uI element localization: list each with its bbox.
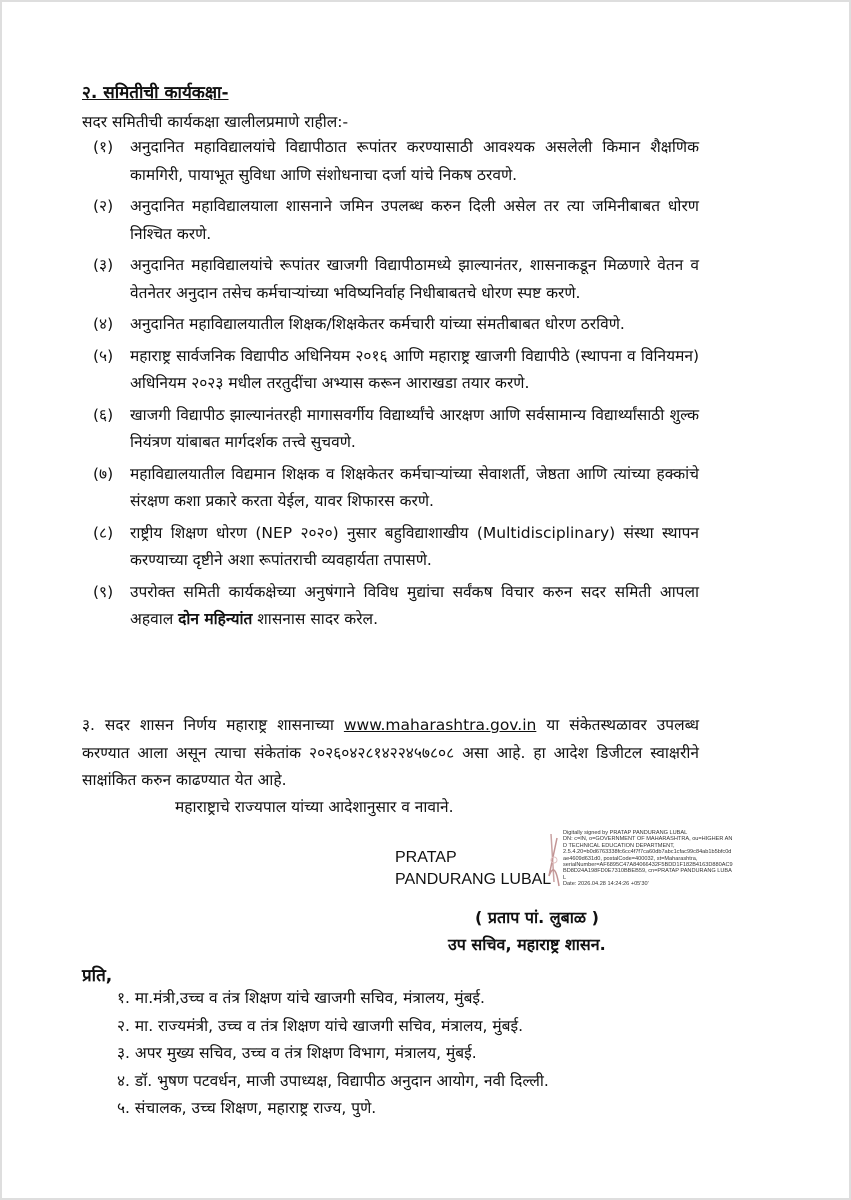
item-text: अनुदानित महाविद्यालयांचे रूपांतर खाजगी विद्यापीठामध्ये झाल्यानंतर, शासनाकडून मिळणारे वेतन व वेतनेतर अनुदान तसेच कर्मचाऱ्यांच्या भविष्यनिर्वाह निधीबाबतचे धोरण स्पष्ट करणे. [130,256,699,302]
list-item [93,402,699,457]
list-item [93,579,699,634]
recipients-list [117,985,677,1123]
item-text: अनुदानित महाविद्यालयांचे विद्यापीठात रूपांतर करण्यासाठी आवश्यक असलेली किमान शैक्षणिक कामगिरी, पायाभूत सुविधा आणि संशोधनाचा दर्जा यांचे निकष ठरवणे. [130,138,699,184]
signature-seal-icon [545,830,565,890]
list-item [93,520,699,575]
item-text: राष्ट्रीय शिक्षण धोरण (NEP २०२०) नुसार बहुविद्याशाखीय (Multidisciplinary) संस्था स्थापन करण्याच्या दृष्टीने अशा रूपांतराची व्यवहार्यता तपासणे. [130,523,699,569]
list-item [93,461,699,516]
item-number: (५) [93,346,114,365]
recipient-item: ४. डॉ. भुषण पटवर्धन, माजी उपाध्यक्ष, विद्यापीठ अनुदान आयोग, नवी दिल्ली. [117,1071,549,1090]
item-text-start: उपरोक्त समिती कार्यकक्षेच्या अनुषंगाने विविध मुद्यांचा सर्वंकष विचार करुन सदर समिती आपला अहवाल [130,582,699,628]
list-item [93,134,699,189]
paragraph-suffix: या संकेतस्थळावर उपलब्ध करण्यात आला असून त्याचा संकेतांक २०२६०४२८१४२२४५७८०८ असा आहे. हा आदेश डिजीटल स्वाक्षरीने साक्षांकित करुन काढण्यात येत आहे. [82,716,699,789]
list-item [93,252,699,307]
officer-designation: उप सचिव, महाराष्ट्र शासन. [448,935,606,954]
section-heading: २. समितीची कार्यकक्षा- [82,83,229,103]
website-link[interactable]: www.maharashtra.gov.in [343,716,537,734]
item-text: महाराष्ट्र सार्वजनिक विद्यापीठ अधिनियम २०१६ आणि महाराष्ट्र खाजगी विद्यापीठे (स्थापना व विनियमन) अधिनियम २०२३ मधील तरतुदींचा अभ्यास करून आराखडा तयार करणे. [130,346,699,392]
section-intro: सदर समितीची कार्यकक्षा खालीलप्रमाणे राहील:- [82,113,349,131]
item-text: अनुदानित महाविद्यालयाला शासनाने जमिन उपलब्ध करुन दिली असेल तर त्या जमिनीबाबत धोरण निश्चित करणे. [130,197,699,243]
recipient-item: २. मा. राज्यमंत्री, उच्च व तंत्र शिक्षण यांचे खाजगी सचिव, मंत्रालय, मुंबई. [117,1016,524,1035]
recipient-item: ५. संचालक, उच्च शिक्षण, महाराष्ट्र राज्य, पुणे. [117,1099,377,1117]
item-number: (९) [93,582,114,601]
signer-name [395,847,551,891]
terms-list [93,134,699,638]
item-text [130,579,699,634]
item-number: (२) [93,197,114,215]
item-text: अनुदानित महाविद्यालयातील शिक्षक/शिक्षकेतर कर्मचारी यांच्या संमतीबाबत धोरण ठरविणे. [130,315,625,333]
signer-name-line2: PANDURANG LUBAL [395,871,552,888]
item-number: (१) [93,138,114,156]
item-number: (४) [93,315,114,333]
recipient-item: ३. अपर मुख्य सचिव, उच्च व तंत्र शिक्षण विभाग, मंत्रालय, मुंबई. [117,1044,477,1062]
digital-signature-details: Digitally signed by PRATAP PANDURANG LUBAL DN: c=IN, o=GOVERNMENT OF MAHARASHTRA, ou=HIGHER AND TECHNICAL EDUCATION DEPARTMENT, 2.5.4.20=b0d6763338fc6cc4f7f7ca60db7abc1cfac99c84ab1b5bfc0dae4609d631d0, postalCode=400032, st=Maharashtra, serialNumber=AF6895C47A84066432F5BDD1F182B4163D880AC9BD8D24A198FD0E7310BBEB59, cn=PRATAP PANDURANG LUBAL Date: 2026.04.28 14:24:26 +05'30' [563,830,733,888]
item-text-end: शासनास सादर करेल. [257,610,378,628]
signer-name-line1: PRATAP [395,849,457,866]
deadline-emphasis: दोन महिन्यांत [178,610,253,628]
item-number: (७) [93,464,114,483]
recipients-heading: प्रति, [82,966,113,986]
item-text: महाविद्यालयातील विद्यमान शिक्षक व शिक्षकेतर कर्मचाऱ्यांच्या सेवाशर्ती, जेष्ठता आणि त्यांच्या हक्कांचे संरक्षण कशा प्रकारे करता येईल, यावर शिफारस करणे. [130,464,699,510]
item-number: (३) [93,256,114,274]
item-text: खाजगी विद्यापीठ झाल्यानंतरही मागासवर्गीय विद्यार्थ्यांचे आरक्षण आणि सर्वसामान्य विद्यार्थ्यांसाठी शुल्क नियंत्रण यांबाबत मार्गदर्शक तत्त्वे सुचवणे. [130,405,699,451]
list-item [93,193,699,248]
item-number: (८) [93,523,114,542]
list-item [93,311,699,339]
publication-paragraph [82,712,699,795]
recipient-item: १. मा.मंत्री,उच्च व तंत्र शिक्षण यांचे खाजगी सचिव, मंत्रालय, मुंबई. [117,989,485,1007]
officer-name: ( प्रताप पां. लुबाळ ) [475,908,599,927]
item-number: (६) [93,405,114,424]
paragraph-prefix: ३. सदर शासन निर्णय महाराष्ट्र शासनाच्या [82,716,334,734]
order-line: महाराष्ट्राचे राज्यपाल यांच्या आदेशानुसार व नावाने. [175,798,454,816]
list-item [93,343,699,398]
